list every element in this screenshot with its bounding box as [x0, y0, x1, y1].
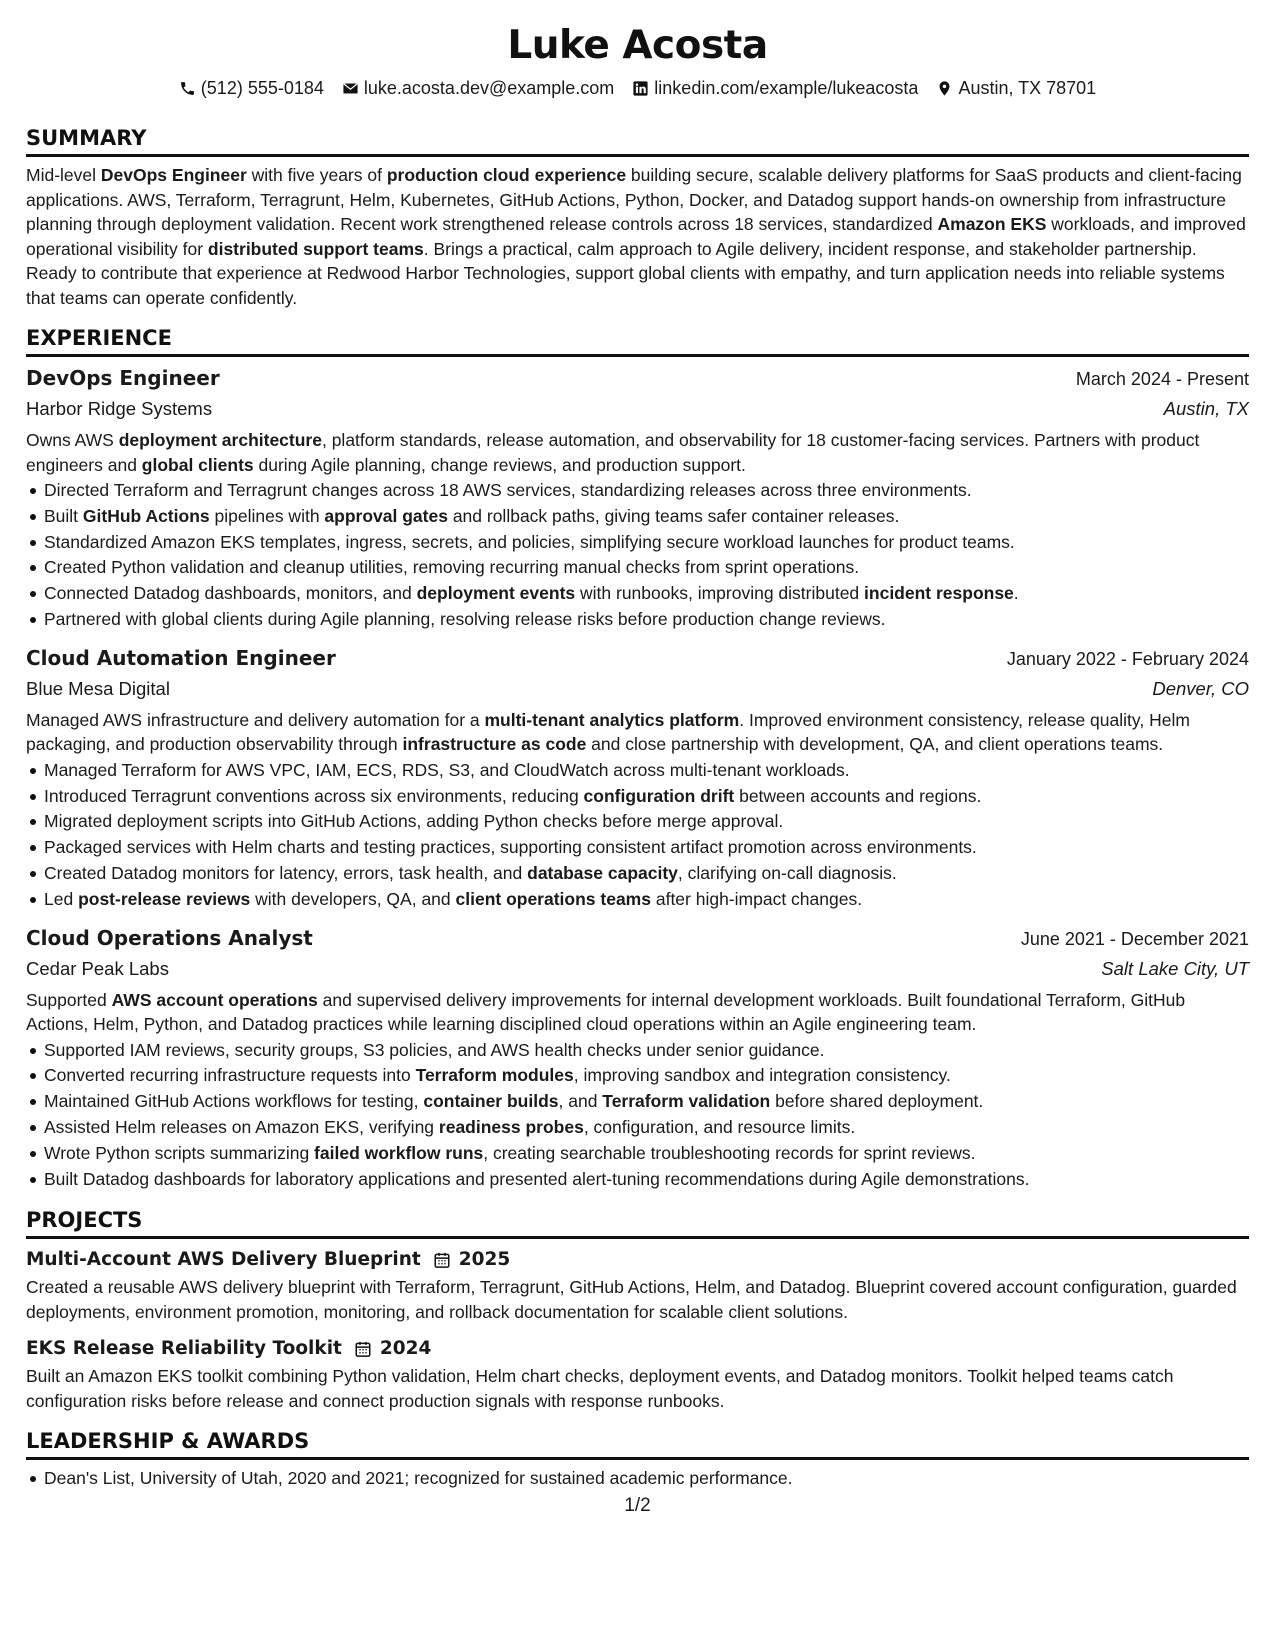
- text-run: Created Datadog monitors for latency, errors, task health, and: [44, 862, 528, 883]
- text-run: , improving sandbox and integration consistency.: [573, 1065, 951, 1086]
- section-heading-leadership: LEADERSHIP & AWARDS: [26, 1427, 1249, 1460]
- bullet-item: [26, 835, 1249, 861]
- job-description: [26, 708, 1249, 757]
- contact-location: [936, 76, 1096, 100]
- job-company: Cedar Peak Labs: [26, 957, 169, 979]
- contact-linkedin[interactable]: [632, 76, 918, 100]
- text-run: workloads, and improved operational visibility for: [26, 214, 1246, 259]
- projects-section: [26, 1206, 1249, 1413]
- bold-keyword: configuration drift: [583, 785, 735, 806]
- bold-keyword: Amazon EKS: [937, 214, 1047, 234]
- contact-email[interactable]: [342, 76, 614, 100]
- text-run: during Agile planning, change reviews, and production support.: [253, 454, 746, 475]
- text-run: . Improved environment consistency, release quality, Helm packaging, and production observability through: [26, 709, 1190, 755]
- bullet-item: [26, 478, 1249, 504]
- job-title: Cloud Operations Analyst: [26, 925, 313, 950]
- text-run: Connected Datadog dashboards, monitors, and: [44, 583, 417, 604]
- bold-keyword: DevOps Engineer: [100, 165, 247, 185]
- job-dates: March 2024 - Present: [1075, 369, 1249, 389]
- bold-keyword: post-release reviews: [78, 888, 251, 909]
- bold-keyword: infrastructure as code: [402, 734, 587, 755]
- bold-keyword: database capacity: [527, 862, 678, 883]
- candidate-name: Luke Acosta: [507, 23, 768, 68]
- job-entry: [26, 923, 1249, 1193]
- bullet-item: [26, 861, 1249, 887]
- project-title: Multi-Account AWS Delivery Blueprint: [26, 1249, 421, 1271]
- email-text[interactable]: luke.acosta.dev@example.com: [363, 78, 615, 98]
- text-run: Managed AWS infrastructure and delivery automation for a: [26, 709, 485, 730]
- bold-keyword: Terraform modules: [415, 1065, 574, 1086]
- bullet-item: [26, 607, 1249, 633]
- resume-page: [26, 20, 1249, 1492]
- bullet-item: [26, 530, 1249, 556]
- text-run: . Brings a practical, calm approach to Agile delivery, incident response, and stakeholder partnership. Ready to contribute that experience at Redwood Harbor Technologies, support global clients with empathy, and turn application needs into reliable systems that teams can operate confidently.: [26, 238, 1225, 308]
- text-run: Built: [44, 505, 83, 526]
- text-run: , platform standards, release automation, and observability for 18 customer-facing services. Partners with product engineers and: [26, 430, 1200, 475]
- project-year: [354, 1334, 432, 1364]
- map-pin-icon: [936, 80, 953, 97]
- text-run: Packaged services with Helm charts and testing practices, supporting consistent artifact promotion across environments.: [44, 837, 977, 858]
- text-run: , clarifying on-call diagnosis.: [677, 862, 897, 883]
- bold-keyword: client operations teams: [455, 888, 651, 909]
- job-location: Denver, CO: [1152, 677, 1249, 699]
- contact-phone: [179, 76, 324, 100]
- phone-icon: [179, 80, 196, 97]
- bullet-item: [26, 809, 1249, 835]
- section-heading-summary: SUMMARY: [26, 124, 1249, 157]
- text-run: Supported: [26, 989, 112, 1010]
- calendar-icon: [354, 1340, 372, 1358]
- job-dates: June 2021 - December 2021: [1020, 928, 1249, 949]
- bold-keyword: AWS account operations: [111, 989, 318, 1010]
- job-description: [26, 428, 1249, 477]
- bold-keyword: deployment architecture: [118, 430, 322, 450]
- text-run: and rollback paths, giving teams safer container releases.: [447, 505, 900, 526]
- leadership-item: Dean's List, University of Utah, 2020 and 2021; recognized for sustained academic performance.: [26, 1466, 1249, 1492]
- text-run: Built Datadog dashboards for laboratory applications and presented alert-tuning recommendations during Agile demonstrations.: [44, 1168, 1030, 1189]
- bold-keyword: approval gates: [324, 505, 448, 526]
- job-location: Austin, TX: [1163, 398, 1249, 419]
- project-description: Built an Amazon EKS toolkit combining Python validation, Helm chart checks, deployment events, and Datadog monitors. Toolkit helped teams catch configuration risks before release and connect production signals with response runbooks.: [26, 1366, 1174, 1411]
- text-run: Maintained GitHub Actions workflows for testing,: [44, 1091, 424, 1112]
- project-header: [26, 1245, 1249, 1275]
- text-run: with developers, QA, and: [250, 888, 456, 909]
- job-bullets: [26, 758, 1249, 913]
- project-description: Created a reusable AWS delivery blueprint with Terraform, Terragrunt, GitHub Actions, Helm, and Datadog. Blueprint covered account configuration, guarded deployments, environment promotion, monitoring, and rollback documentation for scalable client solutions.: [26, 1277, 1237, 1322]
- text-run: Created Python validation and cleanup utilities, removing recurring manual checks from sprint operations.: [44, 557, 860, 578]
- bullet-item: [26, 887, 1249, 913]
- project-year-text: 2024: [379, 1338, 432, 1360]
- text-run: Partnered with global clients during Agile planning, resolving release risks before production change reviews.: [44, 608, 886, 629]
- text-run: and supervised delivery improvements for internal development workloads. Built foundational Terraform, GitHub Actions, Helm, Python, and Datadog practices while learning disciplined cloud operations within an Agile engineering team.: [26, 989, 1186, 1035]
- location-text: Austin, TX 78701: [958, 78, 1097, 98]
- text-run: Directed Terraform and Terragrunt changes across 18 AWS services, standardizing releases across three environments.: [44, 480, 972, 500]
- bullet-item: [26, 758, 1249, 784]
- text-run: Supported IAM reviews, security groups, S3 policies, and AWS health checks under senior guidance.: [44, 1039, 825, 1060]
- text-run: before shared deployment.: [770, 1091, 984, 1112]
- section-heading-experience: EXPERIENCE: [26, 324, 1249, 357]
- text-run: Introduced Terragrunt conventions across six environments, reducing: [44, 785, 584, 806]
- bullet-item: [26, 1115, 1249, 1141]
- bullet-item: [26, 1089, 1249, 1115]
- job-subheader: [26, 394, 1249, 424]
- text-run: Led: [44, 888, 79, 909]
- contact-bar: [26, 76, 1249, 100]
- text-run: and close partnership with development, QA, and client operations teams.: [586, 734, 1164, 755]
- section-heading-projects: PROJECTS: [26, 1206, 1249, 1239]
- text-run: after high-impact changes.: [650, 888, 863, 909]
- text-run: .: [1013, 583, 1019, 604]
- bold-keyword: global clients: [141, 454, 254, 475]
- page-number: 1/2: [624, 1495, 651, 1516]
- text-run: between accounts and regions.: [734, 785, 982, 806]
- leadership-list: [26, 1466, 1249, 1492]
- text-run: building secure, scalable delivery platforms for SaaS products and client-facing applications. AWS, Terraform, Terragrunt, Helm, Kubernetes, GitHub Actions, Python, Docker, and Datadog support hands-on ownership from infrastructure planning through deployment validation. Recent work strengthened release controls across 18 services, standardized: [26, 165, 1242, 234]
- job-company: Harbor Ridge Systems: [26, 398, 213, 419]
- bullet-item: [26, 504, 1249, 530]
- text-run: Mid-level: [26, 165, 101, 185]
- bold-keyword: incident response: [864, 583, 1014, 604]
- job-subheader: [26, 674, 1249, 704]
- linkedin-text[interactable]: linkedin.com/example/lukeacosta: [654, 78, 919, 98]
- job-title: Cloud Automation Engineer: [26, 645, 336, 670]
- job-dates: January 2022 - February 2024: [1006, 648, 1249, 669]
- bold-keyword: multi-tenant analytics platform: [484, 709, 740, 730]
- bullet-item: [26, 1141, 1249, 1167]
- project-entry: [26, 1245, 1249, 1324]
- experience-section: [26, 324, 1249, 1192]
- bold-keyword: failed workflow runs: [314, 1142, 484, 1163]
- bold-keyword: GitHub Actions: [82, 505, 210, 526]
- job-entry: [26, 643, 1249, 913]
- phone-text: (512) 555-0184: [200, 78, 324, 98]
- project-header: [26, 1334, 1249, 1364]
- job-entry: [26, 363, 1249, 633]
- project-year-text: 2025: [458, 1249, 511, 1271]
- text-run: pipelines with: [209, 505, 325, 526]
- job-subheader: [26, 954, 1249, 984]
- bold-keyword: container builds: [423, 1091, 559, 1112]
- text-run: Managed Terraform for AWS VPC, IAM, ECS, RDS, S3, and CloudWatch across multi-tenant workloads.: [44, 759, 850, 780]
- text-run: Converted recurring infrastructure requests into: [44, 1065, 416, 1086]
- bullet-item: [26, 784, 1249, 810]
- job-bullets: [26, 1038, 1249, 1193]
- text-run: , configuration, and resource limits.: [583, 1116, 856, 1137]
- bold-keyword: readiness probes: [438, 1116, 584, 1137]
- bullet-item: [26, 555, 1249, 581]
- text-run: Migrated deployment scripts into GitHub Actions, adding Python checks before merge approval.: [44, 811, 784, 832]
- jobs-list: [26, 363, 1249, 1192]
- envelope-icon: [342, 80, 359, 97]
- bold-keyword: distributed support teams: [207, 238, 424, 259]
- job-header: [26, 363, 1249, 394]
- leadership-section: [26, 1427, 1249, 1492]
- project-title: EKS Release Reliability Toolkit: [26, 1338, 342, 1360]
- job-header: [26, 923, 1249, 954]
- text-run: Assisted Helm releases on Amazon EKS, verifying: [44, 1116, 439, 1137]
- bullet-item: [26, 1167, 1249, 1193]
- projects-list: [26, 1245, 1249, 1413]
- text-run: , creating searchable troubleshooting records for sprint reviews.: [483, 1142, 976, 1163]
- bullet-item: [26, 581, 1249, 607]
- text-run: with runbooks, improving distributed: [575, 583, 865, 604]
- summary-section: [26, 124, 1249, 310]
- text-run: , and: [558, 1091, 603, 1112]
- bullet-item: [26, 1063, 1249, 1089]
- bold-keyword: production cloud experience: [386, 165, 627, 185]
- bold-keyword: deployment events: [416, 583, 576, 604]
- linkedin-icon: [632, 80, 649, 97]
- bold-keyword: Terraform validation: [602, 1091, 771, 1112]
- job-bullets: [26, 478, 1249, 633]
- text-run: Standardized Amazon EKS templates, ingress, secrets, and policies, simplifying secure workload launches for product teams.: [44, 531, 1015, 552]
- job-title: DevOps Engineer: [26, 366, 220, 390]
- job-location: Salt Lake City, UT: [1101, 957, 1249, 979]
- project-entry: [26, 1334, 1249, 1413]
- job-company: Blue Mesa Digital: [26, 677, 170, 699]
- calendar-icon: [433, 1251, 451, 1269]
- summary-text: [26, 163, 1249, 310]
- bullet-item: [26, 1038, 1249, 1064]
- job-description: [26, 988, 1249, 1037]
- job-header: [26, 643, 1249, 674]
- text-run: Wrote Python scripts summarizing: [44, 1142, 315, 1163]
- text-run: Owns AWS: [26, 430, 119, 450]
- project-year: [433, 1245, 511, 1275]
- text-run: with five years of: [246, 165, 387, 185]
